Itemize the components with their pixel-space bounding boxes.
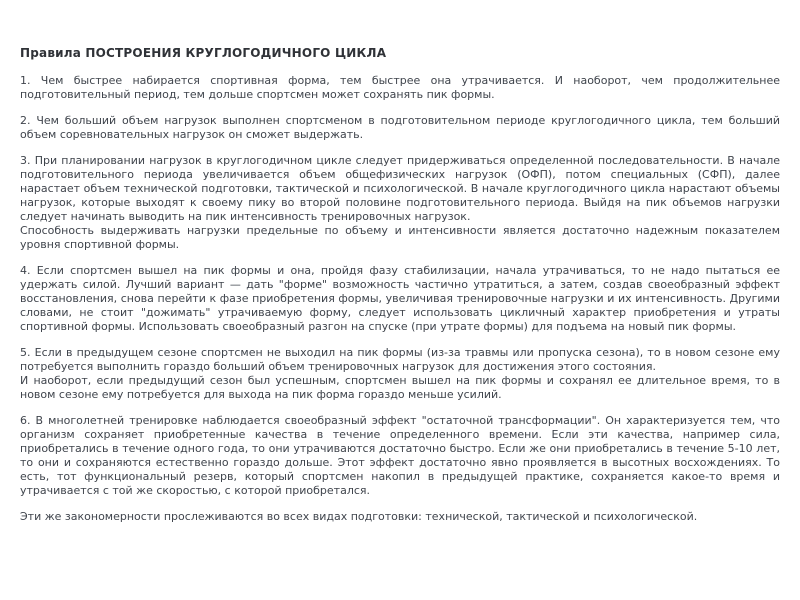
paragraph-text: 3. При планировании нагрузок в круглогодичном цикле следует придерживаться определенной последовательности. В начале подготовительного периода увеличивается объем общефизических нагрузок (ОФП), потом специальных (СФП), далее нарастает объем технической подготовки, тактической и психологической. В начале круглогодичного цикла нарастают объемы нагрузок, которые выходят к своему пику во второй половине подготовительного периода. Выйдя на пик объемов нагрузки следует начинать выводить на пик интенсивность тренировочных нагрузок.: [20, 154, 780, 223]
page-title: Правила ПОСТРОЕНИЯ КРУГЛОГОДИЧНОГО ЦИКЛА: [20, 46, 387, 60]
paragraph-text: 2. Чем больший объем нагрузок выполнен спортсменом в подготовительном периоде круглогодичного цикла, тем больший объем соревновательных нагрузок он сможет выдержать.: [20, 114, 780, 141]
paragraph-rule-3: [20, 154, 780, 252]
paragraph-rule-2: [20, 114, 780, 142]
paragraph-closing: [20, 510, 780, 524]
paragraph-text: 5. Если в предыдущем сезоне спортсмен не выходил на пик формы (из-за травмы или пропуска сезона), то в новом сезоне ему потребуется выполнить гораздо больший объем тренировочных нагрузок для достижения этого состояния.: [20, 346, 780, 373]
paragraph-text: И наоборот, если предыдущий сезон был успешным, спортсмен вышел на пик формы и сохранял ее длительное время, то в новом сезоне ему потребуется для выхода на пик форма гораздо меньше усилий.: [20, 374, 780, 401]
paragraph-rule-6: [20, 414, 780, 498]
paragraph-text: Эти же закономерности прослеживаются во всех видах подготовки: технической, тактической и психологической.: [20, 510, 698, 523]
paragraph-rule-5: [20, 346, 780, 402]
paragraph-rule-4: [20, 264, 780, 334]
paragraph-text: 6. В многолетней тренировке наблюдается своеобразный эффект "остаточной трансформации". Он характеризуется тем, что организм сохраняет приобретенные качества в течение определенного времени. Если эти качества, например сила, приобретались в течение одного года, то они утрачиваются достаточно быстро. Если же они приобретались в течение 5-10 лет, то они и сохраняются естественно гораздо дольше. Этот эффект достаточно явно проявляется в высотных восхождениях. То есть, тот функциональный резерв, который спортсмен накопил в предыдущей практике, сохраняется какое-то время и утрачивается с той же скоростью, с которой приобретался.: [20, 414, 780, 497]
paragraph-text: 1. Чем быстрее набирается спортивная форма, тем быстрее она утрачивается. И наоборот, чем продолжительнее подготовительный период, тем дольше спортсмен может сохранять пик формы.: [20, 74, 780, 101]
paragraph-rule-1: [20, 74, 780, 102]
paragraph-text: Способность выдерживать нагрузки предельные по объему и интенсивности является достаточно надежным показателем уровня спортивной формы.: [20, 224, 780, 251]
paragraph-text: 4. Если спортсмен вышел на пик формы и она, пройдя фазу стабилизации, начала утрачиваться, то не надо пытаться ее удержать силой. Лучший вариант — дать "форме" возможность частично утратиться, а затем, создав своеобразный эффект восстановления, снова перейти к фазе приобретения формы, увеличивая тренировочные нагрузки и их интенсивность. Другими словами, не стоит "дожимать" утрачиваемую форму, следует использовать цикличный характер приобретения и утраты спортивной формы. Использовать своеобразный разгон на спуске (при утрате формы) для подъема на новый пик формы.: [20, 264, 780, 333]
